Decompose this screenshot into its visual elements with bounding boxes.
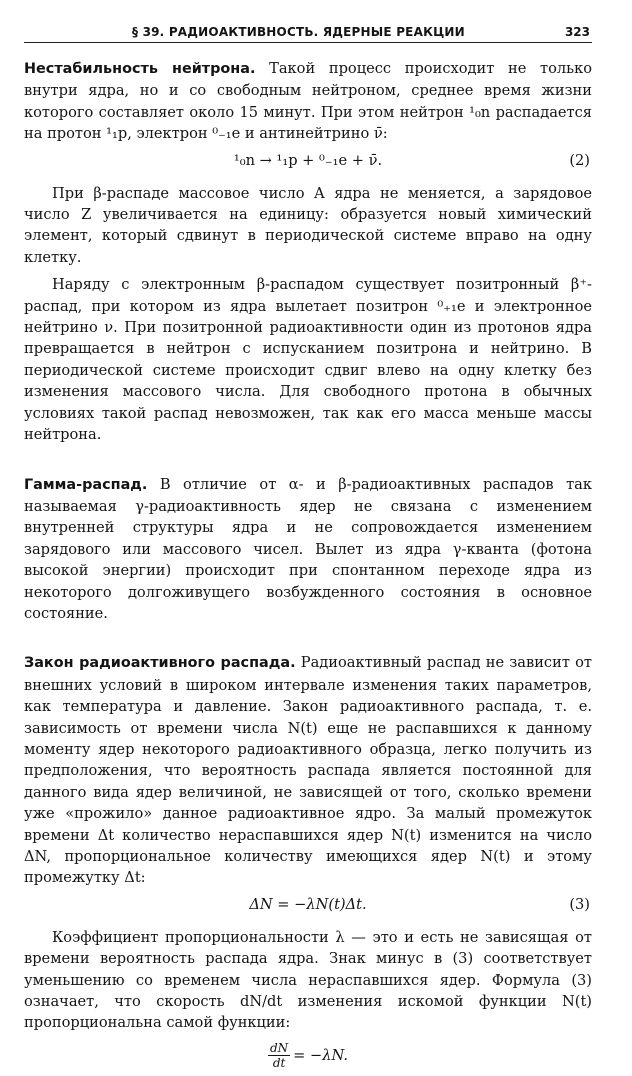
fraction-denominator: dt [272, 1056, 286, 1071]
paragraph-gamma-decay [24, 474, 592, 625]
paragraph-text: Такой процесс происходит не только внутри ядра, но и со свободным нейтроном, среднее время жизни которого составляет около 15 минут. При этом нейтрон ¹₀n распадается на протон ¹₁p, электрон ⁰₋₁e и антинейтрино ν̄: [24, 60, 592, 143]
running-header [24, 18, 592, 43]
equation-3 [24, 889, 592, 921]
equation-2 [24, 145, 592, 177]
page-number: 323 [564, 25, 590, 39]
equation-number: (2) [569, 151, 590, 169]
equation-formula: ΔN = −λN(t)Δt. [249, 895, 367, 913]
section-heading-neutron: Нестабильность нейтрона. [24, 61, 256, 77]
paragraph-neutron-instability [24, 58, 592, 145]
body-text [24, 58, 592, 1076]
paragraph-text: В отличие от α- и β-радиоактивных распадов так называемая γ-радиоактивность ядер не связана с изменением внутренней структуры ядра и не сопровождается изменением зарядового или массового чисел. Вылет из ядра γ-кванта (фотона высокой энергии) происходит при спонтанном переходе ядра из некоторого долгоживущего возбужденного состояния в основное состояние. [24, 475, 592, 622]
equation-number: (3) [569, 895, 590, 913]
paragraph-positron-decay: Наряду с электронным β-распадом существует позитронный β⁺-распад, при котором из ядра вылетает позитрон ⁰₊₁e и электронное нейтрино ν. При позитронной радиоактивности один из протонов ядра превращается в нейтрон с испусканием позитрона и нейтрино. В периодической системе происходит сдвиг влево на одну клетку без изменения массового числа. Для свободного протона в обычных условиях такой распад невозможен, так как его масса меньше массы нейтрона. [24, 276, 592, 444]
fraction-dn-dt [268, 1041, 290, 1070]
section-heading-decay-law: Закон радиоактивного распада. [24, 655, 296, 672]
paragraph-text: Радиоактивный распад не зависит от внешних условий в широком интервале изменения таких параметров, как температура и давление. Закон радиоактивного распада, т. е. зависимость от времени числа N(t) еще не распавшихся к данному моменту ядер некоторого радиоактивного образца, легко получить из предположения, что вероятность распада является постоянной для данного вида ядер величиной, не зависящей от того, сколько времени уже «прожило» данное радиоактивное ядро. За малый промежуток времени Δt количество нераспавшихся ядер N(t) изменится на число ΔN, пропорциональное количеству имеющихся ядер N(t) и этому промежутку Δt: [24, 654, 592, 887]
paragraph-decay-law [24, 652, 592, 888]
equation-rhs: = −λN. [293, 1046, 348, 1064]
paragraph-beta-decay: При β-распаде массовое число A ядра не меняется, а зарядовое число Z увеличивается на единицу: образуется новый химический элемент, который сдвинут в периодической системе вправо на одну клетку. [24, 184, 592, 266]
equation-derivative [24, 1036, 592, 1076]
fraction-numerator: dN [269, 1041, 289, 1056]
section-heading-gamma: Гамма-распад. [24, 476, 148, 493]
header-title: § 39. РАДИОАКТИВНОСТЬ. ЯДЕРНЫЕ РЕАКЦИИ [132, 25, 465, 39]
paragraph-coefficient: Коэффициент пропорциональности λ — это и есть не зависящая от времени вероятность распада ядра. Знак минус в (3) соответствует уменьшению со временем числа нераспавшихся ядер. Формула (3) означает, что скорость dN/dt изменения искомой функции N(t) пропорциональна самой функции: [24, 928, 592, 1032]
equation-formula: ¹₀n → ¹₁p + ⁰₋₁e + ν̄. [233, 151, 383, 169]
